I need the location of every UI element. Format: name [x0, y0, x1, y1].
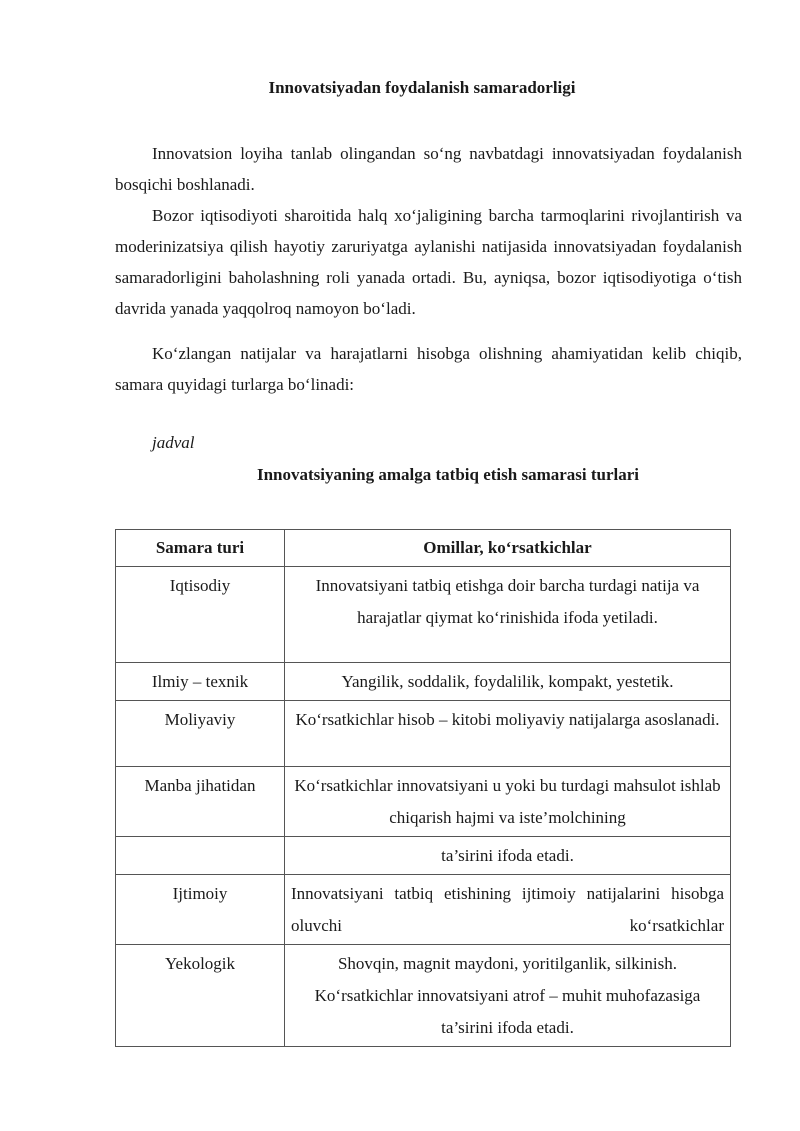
cell-effect-type	[116, 837, 285, 875]
cell-effect-type: Iqtisodiy	[116, 567, 285, 663]
cell-factors: Yangilik, soddalik, foydalilik, kompakt, yestetik.	[285, 663, 731, 701]
table-title: Innovatsiyaning amalga tatbiq etish samarasi turlari	[256, 465, 640, 484]
header-factors-indicators: Omillar, ko‘rsatkichlar	[285, 530, 731, 567]
cell-effect-type: Yekologik	[116, 945, 285, 1047]
paragraph-market-economy: Bozor iqtisodiyoti sharoitida halq xo‘jaligining barcha tarmoqlarini rivojlantirish va moderinizatsiya qilish hayotiy zaruriyatga aylanishi natijasida innovatsiyadan foydalanish samaradorligini baholashning roli yanada ortadi. Bu, ayniqsa, bozor iqtisodiyotiga o‘tish davrida yanada yaqqolroq namoyon bo‘ladi.	[115, 206, 742, 318]
cell-factors: Ko‘rsatkichlar innovatsiyani u yoki bu turdagi mahsulot ishlab chiqarish hajmi va iste’molchining	[285, 767, 731, 837]
paragraph-intro: Innovatsion loyiha tanlab olingandan so‘ng navbatdagi innovatsiyadan foydalanish bosqichi boshlanadi.	[115, 144, 742, 194]
document-heading: Innovatsiyadan foydalanish samaradorligi	[268, 78, 576, 97]
table-caption: jadval	[152, 433, 195, 452]
cell-effect-type: Moliyaviy	[116, 701, 285, 767]
table-row	[116, 701, 731, 767]
table-row	[116, 567, 731, 663]
table-row	[116, 767, 731, 837]
table-row	[116, 663, 731, 701]
cell-factors: Ko‘rsatkichlar hisob – kitobi moliyaviy natijalarga asoslanadi.	[285, 701, 731, 767]
effect-types-table	[115, 529, 731, 1047]
table-row	[116, 837, 731, 875]
cell-factors: Shovqin, magnit maydoni, yoritilganlik, silkinish. Ko‘rsatkichlar innovatsiyani atrof – muhit muhofazasiga ta’sirini ifoda etadi.	[285, 945, 731, 1047]
cell-effect-type: Ijtimoiy	[116, 875, 285, 945]
cell-factors: Innovatsiyani tatbiq etishga doir barcha turdagi natija va harajatlar qiymat ko‘rinishida ifoda yetiladi.	[285, 567, 731, 663]
cell-factors: ta’sirini ifoda etadi.	[285, 837, 731, 875]
cell-effect-type: Manba jihatidan	[116, 767, 285, 837]
table-header-row	[116, 530, 731, 567]
table-row	[116, 875, 731, 945]
header-effect-type: Samara turi	[116, 530, 285, 567]
cell-effect-type: Ilmiy – texnik	[116, 663, 285, 701]
paragraph-effect-types: Ko‘zlangan natijalar va harajatlarni hisobga olishning ahamiyatidan kelib chiqib, samara quyidagi turlarga bo‘linadi:	[115, 344, 742, 394]
cell-factors: Innovatsiyani tatbiq etishining ijtimoiy natijalarini hisobga oluvchi ko‘rsatkichlar	[285, 875, 731, 945]
table-row	[116, 945, 731, 1047]
